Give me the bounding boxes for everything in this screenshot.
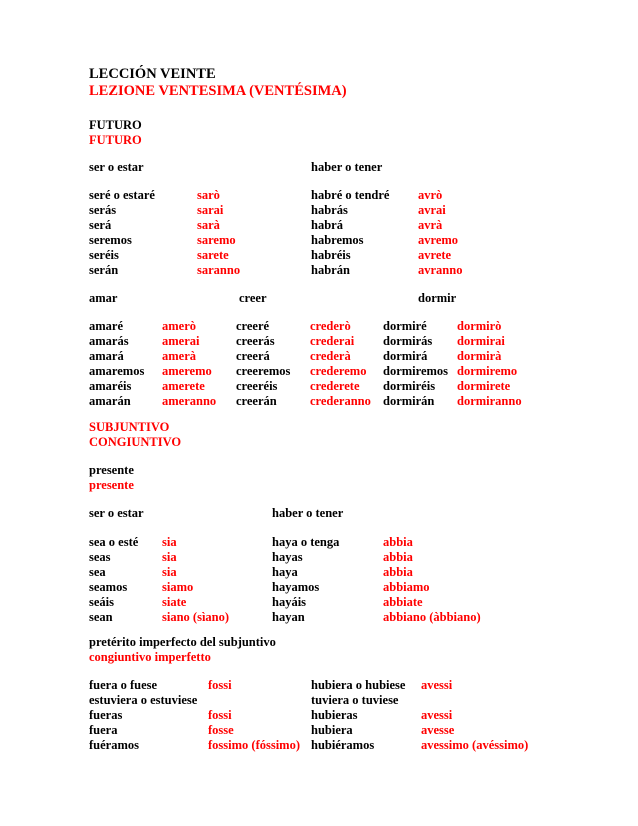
- table-cell: crederai: [310, 334, 355, 348]
- table-cell: hubiera: [311, 723, 353, 737]
- table-cell: fossi: [208, 708, 232, 722]
- table-cell: fuera: [89, 723, 118, 737]
- table-cell: saremo: [197, 233, 236, 247]
- table-cell: avessi: [421, 678, 453, 692]
- subjuntivo-heading-es: SUBJUNTIVO: [89, 420, 170, 434]
- table-cell: habrás: [311, 203, 348, 217]
- table-cell: creerán: [236, 394, 277, 408]
- table-cell: crederà: [310, 349, 351, 363]
- futuro-heading-it: FUTURO: [89, 133, 142, 147]
- table-cell: amerai: [162, 334, 200, 348]
- table-cell: fossimo (fóssimo): [208, 738, 301, 752]
- table-cell: estuviera o estuviese: [89, 693, 198, 707]
- table-cell: dormirai: [457, 334, 505, 348]
- table-cell: creerá: [236, 349, 270, 363]
- table-cell: avranno: [418, 263, 463, 277]
- table-cell: abbiamo: [383, 580, 430, 594]
- table-cell: serás: [89, 203, 117, 217]
- table-cell: dormirás: [383, 334, 433, 348]
- table-cell: dormiremo: [457, 364, 518, 378]
- table-cell: habrá: [311, 218, 343, 232]
- table-cell: avessi: [421, 708, 453, 722]
- futuro-heading-es: FUTURO: [89, 118, 142, 132]
- table-cell: fossi: [208, 678, 232, 692]
- table-cell: creerás: [236, 334, 275, 348]
- table-cell: crederanno: [310, 394, 371, 408]
- table-cell: avrai: [418, 203, 446, 217]
- table-cell: creeré: [236, 319, 270, 333]
- table-cell: seas: [89, 550, 111, 564]
- table-cell: avessimo (avéssimo): [421, 738, 529, 752]
- table-cell: sarà: [197, 218, 220, 232]
- table-cell: amarás: [89, 334, 129, 348]
- table-cell: sea: [89, 565, 106, 579]
- table-cell: avremo: [418, 233, 459, 247]
- table-cell: serán: [89, 263, 119, 277]
- futuro-ser-header: ser o estar: [89, 160, 144, 174]
- table-cell: haya o tenga: [272, 535, 340, 549]
- table-cell: fuéramos: [89, 738, 139, 752]
- table-cell: será: [89, 218, 112, 232]
- table-cell: crederò: [310, 319, 351, 333]
- table-cell: hayáis: [272, 595, 307, 609]
- table-cell: fueras: [89, 708, 123, 722]
- table-cell: siamo: [162, 580, 194, 594]
- subj-haber-header: haber o tener: [272, 506, 344, 520]
- table-cell: dormirán: [383, 394, 435, 408]
- table-cell: fosse: [208, 723, 234, 737]
- table-cell: seré o estaré: [89, 188, 155, 202]
- table-cell: amaremos: [89, 364, 145, 378]
- futuro-amar-header: amar: [89, 291, 118, 305]
- table-cell: hubiera o hubiese: [311, 678, 406, 692]
- table-cell: dormirà: [457, 349, 502, 363]
- table-cell: habrán: [311, 263, 350, 277]
- table-cell: avesse: [421, 723, 455, 737]
- futuro-haber-header: haber o tener: [311, 160, 383, 174]
- table-cell: amaréis: [89, 379, 132, 393]
- table-cell: sia: [162, 535, 177, 549]
- imperfecto-heading-it: congiuntivo imperfetto: [89, 650, 211, 664]
- table-cell: sarò: [197, 188, 220, 202]
- table-cell: siate: [162, 595, 187, 609]
- table-cell: crederemo: [310, 364, 367, 378]
- table-cell: siano (sìano): [162, 610, 230, 624]
- table-cell: dormirò: [457, 319, 502, 333]
- table-cell: seréis: [89, 248, 119, 262]
- table-cell: haya: [272, 565, 298, 579]
- futuro-creer-header: creer: [239, 291, 267, 305]
- table-cell: amaré: [89, 319, 124, 333]
- table-cell: amarán: [89, 394, 131, 408]
- table-cell: hubieras: [311, 708, 358, 722]
- table-cell: seamos: [89, 580, 128, 594]
- table-cell: seáis: [89, 595, 114, 609]
- table-cell: sia: [162, 565, 177, 579]
- table-cell: amerò: [162, 319, 197, 333]
- table-cell: seremos: [89, 233, 132, 247]
- table-cell: avrà: [418, 218, 443, 232]
- table-cell: ameremo: [162, 364, 212, 378]
- table-cell: sea o esté: [89, 535, 139, 549]
- table-cell: dormirete: [457, 379, 511, 393]
- table-cell: hayamos: [272, 580, 320, 594]
- lesson-title-es: LECCIÓN VEINTE: [89, 66, 216, 82]
- table-cell: dormiré: [383, 319, 427, 333]
- table-cell: hayas: [272, 550, 303, 564]
- table-cell: hayan: [272, 610, 305, 624]
- table-cell: dormiréis: [383, 379, 436, 393]
- table-cell: habréis: [311, 248, 351, 262]
- table-cell: abbia: [383, 535, 413, 549]
- table-cell: sia: [162, 550, 177, 564]
- table-cell: avrò: [418, 188, 443, 202]
- subjuntivo-heading-it: CONGIUNTIVO: [89, 435, 182, 449]
- imperfecto-heading-es: pretérito imperfecto del subjuntivo: [89, 635, 276, 649]
- table-cell: amará: [89, 349, 124, 363]
- table-cell: habré o tendré: [311, 188, 390, 202]
- table-cell: amerà: [162, 349, 197, 363]
- lesson-title-it: LEZIONE VENTESIMA (VENTÉSIMA): [89, 83, 347, 99]
- presente-heading-it: presente: [89, 478, 134, 492]
- table-cell: fuera o fuese: [89, 678, 158, 692]
- table-cell: creeremos: [236, 364, 291, 378]
- table-cell: ameranno: [162, 394, 217, 408]
- table-cell: sarai: [197, 203, 224, 217]
- table-cell: avrete: [418, 248, 452, 262]
- table-cell: tuviera o tuviese: [311, 693, 399, 707]
- table-cell: saranno: [197, 263, 241, 277]
- table-cell: creeréis: [236, 379, 278, 393]
- table-cell: hubiéramos: [311, 738, 375, 752]
- table-cell: dormiranno: [457, 394, 522, 408]
- presente-heading-es: presente: [89, 463, 134, 477]
- table-cell: habremos: [311, 233, 364, 247]
- table-cell: crederete: [310, 379, 360, 393]
- table-cell: amerete: [162, 379, 205, 393]
- table-cell: abbiate: [383, 595, 423, 609]
- table-cell: abbia: [383, 565, 413, 579]
- table-cell: abbia: [383, 550, 413, 564]
- futuro-dormir-header: dormir: [418, 291, 457, 305]
- table-cell: sean: [89, 610, 113, 624]
- table-cell: sarete: [197, 248, 229, 262]
- subj-ser-header: ser o estar: [89, 506, 144, 520]
- table-cell: dormirá: [383, 349, 428, 363]
- table-cell: abbiano (àbbiano): [383, 610, 481, 624]
- table-cell: dormiremos: [383, 364, 449, 378]
